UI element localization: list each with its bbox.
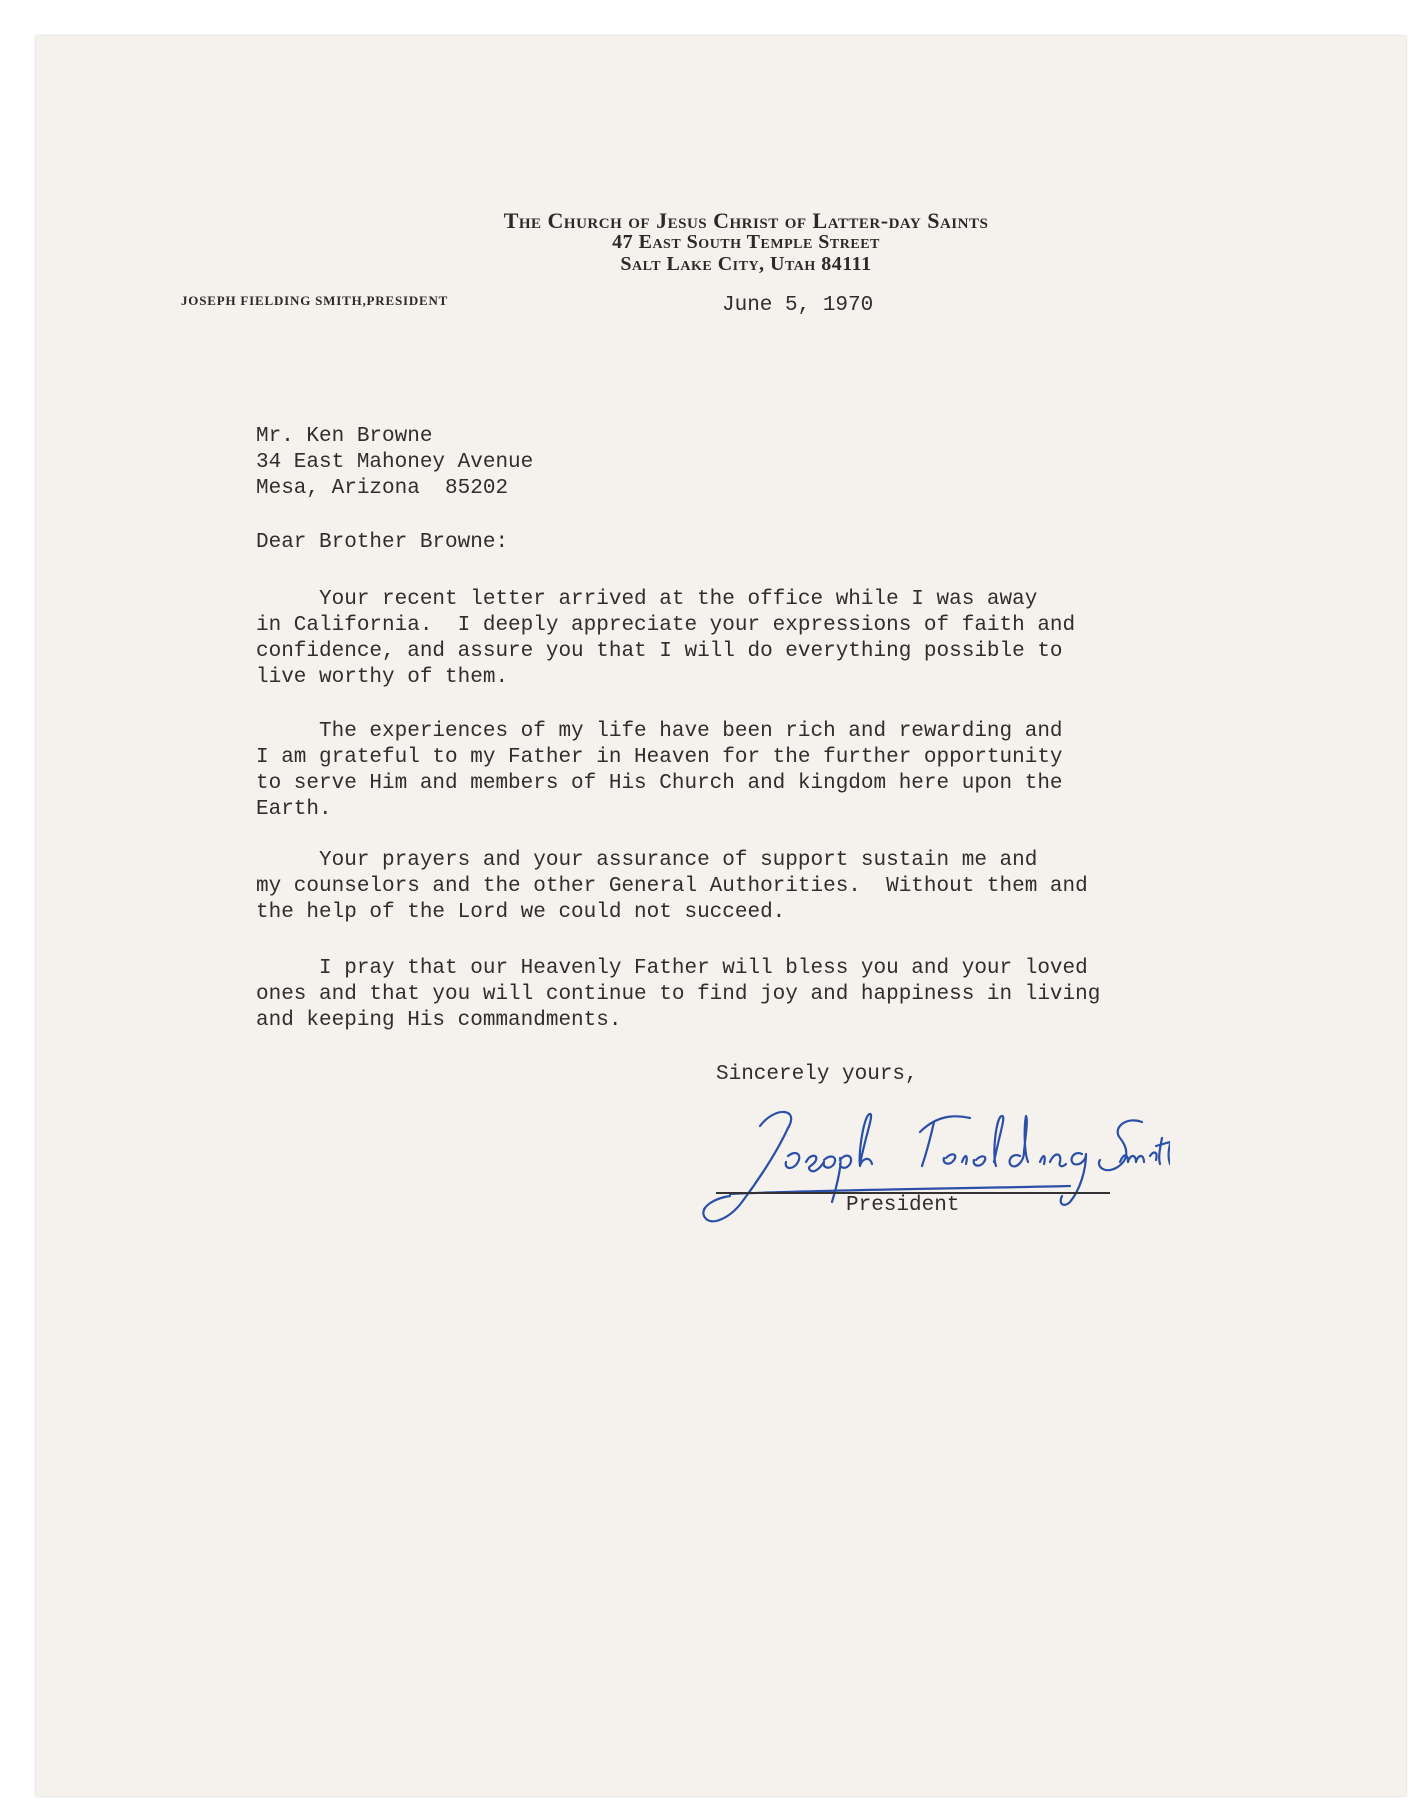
salutation: Dear Brother Browne: bbox=[256, 531, 509, 554]
signer-title: President bbox=[846, 1194, 960, 1217]
letterhead-street: 47 East South Temple Street bbox=[612, 231, 880, 253]
body-paragraph: The experiences of my life have been rich and rewarding and I am grateful to my Father in Heaven for the further opportunity to serve Him and members of His Church and kingdom here upon the Earth. bbox=[256, 720, 1063, 821]
body-paragraph: Your recent letter arrived at the office while I was away in California. I deeply appreciate your expressions of faith and confidence, and assure you that I will do everything possible to live worthy of them. bbox=[256, 588, 1076, 689]
letterhead-city: Salt Lake City, Utah 84111 bbox=[620, 253, 872, 275]
body-paragraph: I pray that our Heavenly Father will bless you and your loved ones and that you will continue to find joy and happiness in living and keeping His commandments. bbox=[256, 957, 1101, 1032]
letterhead-president-label: JOSEPH FIELDING SMITH,PRESIDENT bbox=[181, 293, 449, 308]
closing: Sincerely yours, bbox=[716, 1063, 918, 1086]
letter-date: June 5, 1970 bbox=[722, 294, 874, 317]
letterhead-organization: The Church of Jesus Christ of Latter-day Saints bbox=[503, 208, 989, 233]
recipient-city: Mesa, Arizona 85202 bbox=[256, 477, 509, 500]
body-paragraph: Your prayers and your assurance of support sustain me and my counselors and the other General Authorities. Without them and the help of the Lord we could not succeed. bbox=[256, 849, 1088, 924]
recipient-street: 34 East Mahoney Avenue bbox=[256, 451, 534, 474]
recipient-name: Mr. Ken Browne bbox=[256, 425, 433, 448]
recipient-address bbox=[256, 424, 533, 502]
